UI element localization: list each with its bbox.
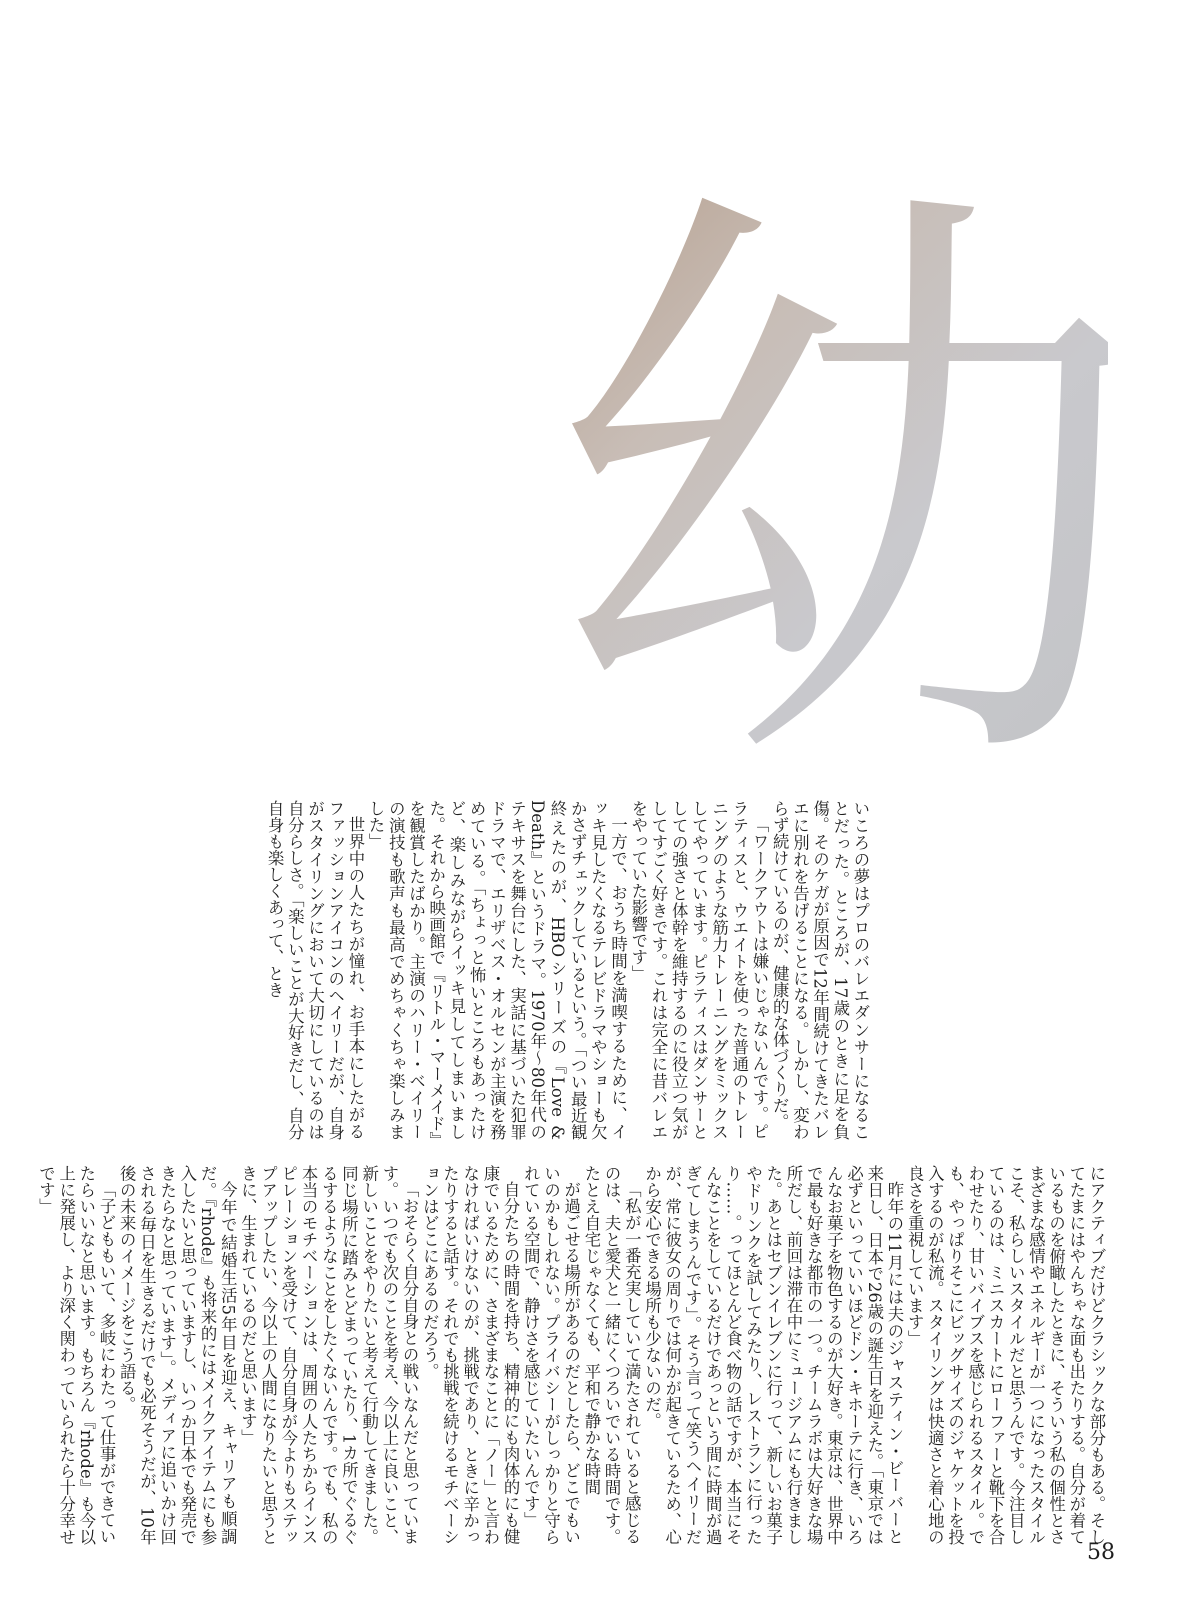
- paragraph: にアクティブだけどクラシックな部分もある。そしてたまにはやんちゃな面も出たりする。自分が着ているものを俯瞰したときに、そういう私の個性とさまざまな感情やエネルギーが一つになったスタイルこそ、私らしいスタイルだと思うんです。今注目しているのは、ミニスカートにローファーと靴下を合わせたり、甘いバイブスを感じられるスタイル。でも、やっぱりそこにビッグサイズのジャケットを投入するのが私流。スタイリングは快適さと着心地の良さを重視しています」: [905, 1165, 1106, 1545]
- paragraph: いころの夢はプロのバレエダンサーになることだった。ところが、17歳のときに足を負傷。そのケガが原因で12年間続けてきたバレエに別れを告げることになる。しかし、変わらず続けているのが、健康的な体づくりだ。: [770, 800, 870, 1140]
- paragraph: 世界中の人たちが憧れ、お手本にしたがるファッションアイコンのヘイリーだが、自身がスタイリングにおいて大切にしているのは自分らしさ。「楽しいことが大好きだし、自分自身も楽しくあって、とき: [265, 800, 365, 1140]
- paragraph: 自分たちの時間を持ち、精神的にも肉体的にも健康でいるために、さまざまなことに「ノー」と言わなければいけないのが、挑戦であり、ときに辛かったりすると話す。それでも挑戦を続けるモチベーションはどこにあるのだろう。: [420, 1165, 521, 1545]
- paragraph: が過ごせる場所があるのだとしたら、どこでもいいのかもしれない。プライバシーがしっかりと守られている空間で、静けさを感じていたいんです」: [521, 1165, 581, 1545]
- paragraph: 今年で結婚生活5年目を迎え、キャリアも順調だ。『rhode』も将来的にはメイクアイテムにも参入したいと思っていますし、いつか日本でも発売できたらなと思っています」。メディアに追いかけ回される毎日を生きるだけでも必死そうだが、10年後の未来のイメージをこう語る。: [117, 1165, 238, 1545]
- article-column-top: [100, 800, 870, 1140]
- paragraph: 昨年の11月には夫のジャスティン・ビーバーと来日し、日本で26歳の誕生日を迎えた。「東京では必ずといっていいほどドン・キホーテに行き、いろんなお菓子を物色するのが大好き。東京は、世界中で最も好きな都市の一つ。チームラボは大好きな場所だし、前回は滞在中にミュージアムにも行きました。あとはセブンイレブンに行って、新しいお菓子やドリンクを試してみたり、レストランに行ったり……。ってほとんど食べ物の話ですが、本当にそんなことをしているだけであっという間に時間が過ぎてしまうんです」。そう言って笑うヘイリーだが、常に彼女の周りでは何かが起きているため、心から安心できる場所も少ないのだ。: [642, 1165, 904, 1545]
- paragraph: 「子どももいて、多岐にわたって仕事ができていたらいいなと思います。もちろん『rhode』も今以上に発展し、より深く関わっていられたら十分幸せです」: [36, 1165, 117, 1545]
- page-number: 58: [1087, 1540, 1115, 1565]
- paragraph: 「ワークアウトは嫌いじゃないんです。ピラティスと、ウエイトを使った普通のトレーニングのような筋力トレーニングをミックスしてやっています。ピラティスはダンサーとしての強さと体幹を維持するのに役立つ気がしてすごく好きです。これは完全に昔バレエをやっていた影響です」: [628, 800, 769, 1140]
- headline-kanji: 幼: [548, 140, 1148, 839]
- paragraph: 「おそらく自分自身との戦いなんだと思っています。いつでも次のことを考え、今以上に良いこと、新しいことをやりたいと考えて行動してきました。同じ場所に踏みとどまっていたり、1カ所でぐるぐるするようなことをしたくないんです。でも、私の本当のモチベーションは、周囲の人たちからインスピレーションを受けて、自分自身が今よりもステップアップしたい、今以上の人間になりたいと思うときに、生まれているのだと思います」: [238, 1165, 420, 1545]
- paragraph: 一方で、おうち時間を満喫するために、イッキ見したくなるテレビドラマやショーも欠かさずチェックしているという。「つい最近観終えたのが、HBOシリーズの『Love & Death』というドラマ。1970年〜80年代のテキサスを舞台にした、実話に基づいた犯罪ドラマで、エリザベス・オルセンが主演を務めている。「ちょっと怖いところもあったけど、楽しみながらイッキ見してしまいました。それから映画館で『リトル・マーメイド』を観賞したばかり。主演のハリー・ベイリーの演技も歌声も最高でめちゃくちゃ楽しみました」: [366, 800, 628, 1140]
- article-column-lower: [36, 1165, 1106, 1545]
- paragraph: 「私が一番充実していて満たされていると感じるのは、夫と愛犬と一緒にくつろいでいる時間です。たとえ自宅じゃなくても、平和で静かな時間: [581, 1165, 642, 1545]
